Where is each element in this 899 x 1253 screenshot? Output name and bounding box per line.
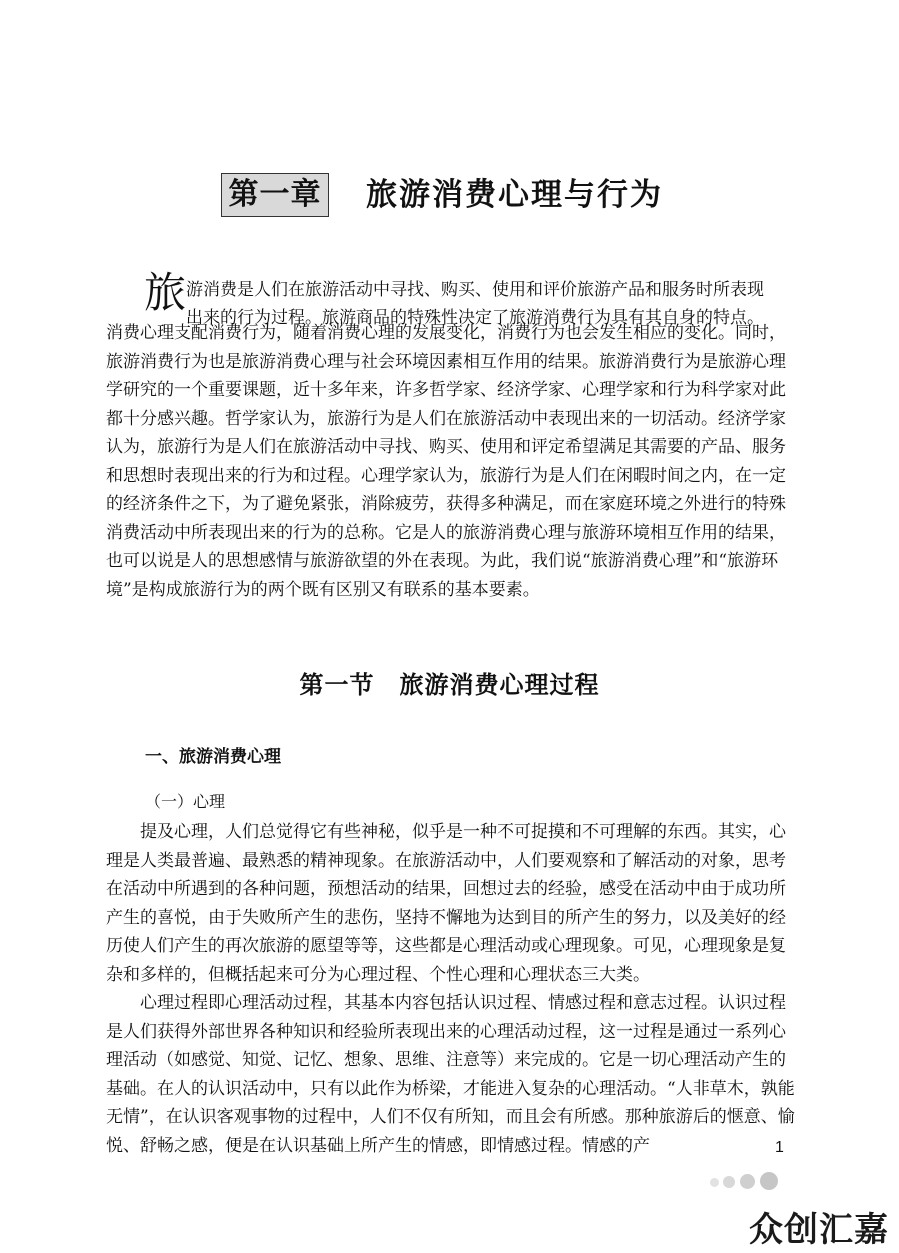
- intro-line-2: 出来的行为过程。旅游商品的特殊性决定了旅游消费行为具有其自身的特点。: [186, 308, 764, 328]
- body-paragraph-1: 提及心理，人们总觉得它有些神秘，似乎是一种不可捉摸和不可理解的东西。其实，心理是人类最普遍、最熟悉的精神现象。在旅游活动中，人们要观察和了解活动的对象，思考在活动中所遇到的各种问题，预想活动的结果，回想过去的经验，感受在活动中由于成功所产生的喜悦，由于失败所产生的悲伤，坚持不懈地为达到目的所产生的努力，以及美好的经历使人们产生的再次旅游的愿望等等，这些都是心理活动或心理现象。可见，心理现象是复杂和多样的，但概括起来可分为心理过程、个性心理和心理状态三大类。: [106, 822, 786, 985]
- intro-paragraph: 消费心理支配消费行为，随着消费心理的发展变化，消费行为也会发生相应的变化。同时，旅游消费行为也是旅游消费心理与社会环境因素相互作用的结果。旅游消费行为是旅游心理学研究的一个重要课题，近十多年来，许多哲学家、经济学家、心理学家和行为科学家对此都十分感兴趣。哲学家认为，旅游行为是人们在旅游活动中表现出来的一切活动。经济学家认为，旅游行为是人们在旅游活动中寻找、购买、使用和评定希望满足其需要的产品、服务和思想时表现出来的行为和过程。心理学家认为，旅游行为是人们在闲暇时间之内，在一定的经济条件之下，为了避免紧张，消除疲劳，获得多种满足，而在家庭环境之外进行的特殊消费活动中所表现出来的行为的总称。它是人的旅游消费心理与旅游环境相互作用的结果，也可以说是人的思想感情与旅游欲望的外在表现。为此，我们说“旅游消费心理”和“旅游环境”是构成旅游行为的两个既有区别又有联系的基本要素。: [106, 323, 786, 600]
- chapter-label-box: 第一章: [221, 173, 329, 217]
- subsubsection-title: （一）心理: [145, 792, 226, 811]
- watermark-logo: 众创汇嘉: [749, 1210, 889, 1250]
- dropcap: 旅: [144, 268, 187, 317]
- decor-dot: [740, 1174, 755, 1189]
- intro-line-1: 游消费是人们在旅游活动中寻找、购买、使用和评价旅游产品和服务时所表现: [186, 280, 764, 300]
- decor-dot: [760, 1172, 778, 1190]
- body-paragraph-2: 心理过程即心理活动过程，其基本内容包括认识过程、情感过程和意志过程。认识过程是人们获得外部世界各种知识和经验所表现出来的心理活动过程，这一过程是通过一系列心理活动（如感觉、知觉、记忆、想象、思维、注意等）来完成的。它是一切心理活动产生的基础。在人的认识活动中，只有以此作为桥梁，才能进入复杂的心理活动。“人非草木，孰能无情”，在认识客观事物的过程中，人们不仅有所知，而且会有所感。那种旅游后的惬意、愉悦、舒畅之感，便是在认识基础上所产生的情感，即情感过程。情感的产: [106, 993, 795, 1156]
- section-title: 第一节 旅游消费心理过程: [299, 670, 600, 699]
- chapter-title: 旅游消费心理与行为: [366, 177, 663, 213]
- decor-dot: [710, 1178, 719, 1187]
- decor-dot: [723, 1176, 735, 1188]
- page-number: 1: [775, 1139, 784, 1156]
- subsection-title: 一、旅游消费心理: [145, 747, 281, 767]
